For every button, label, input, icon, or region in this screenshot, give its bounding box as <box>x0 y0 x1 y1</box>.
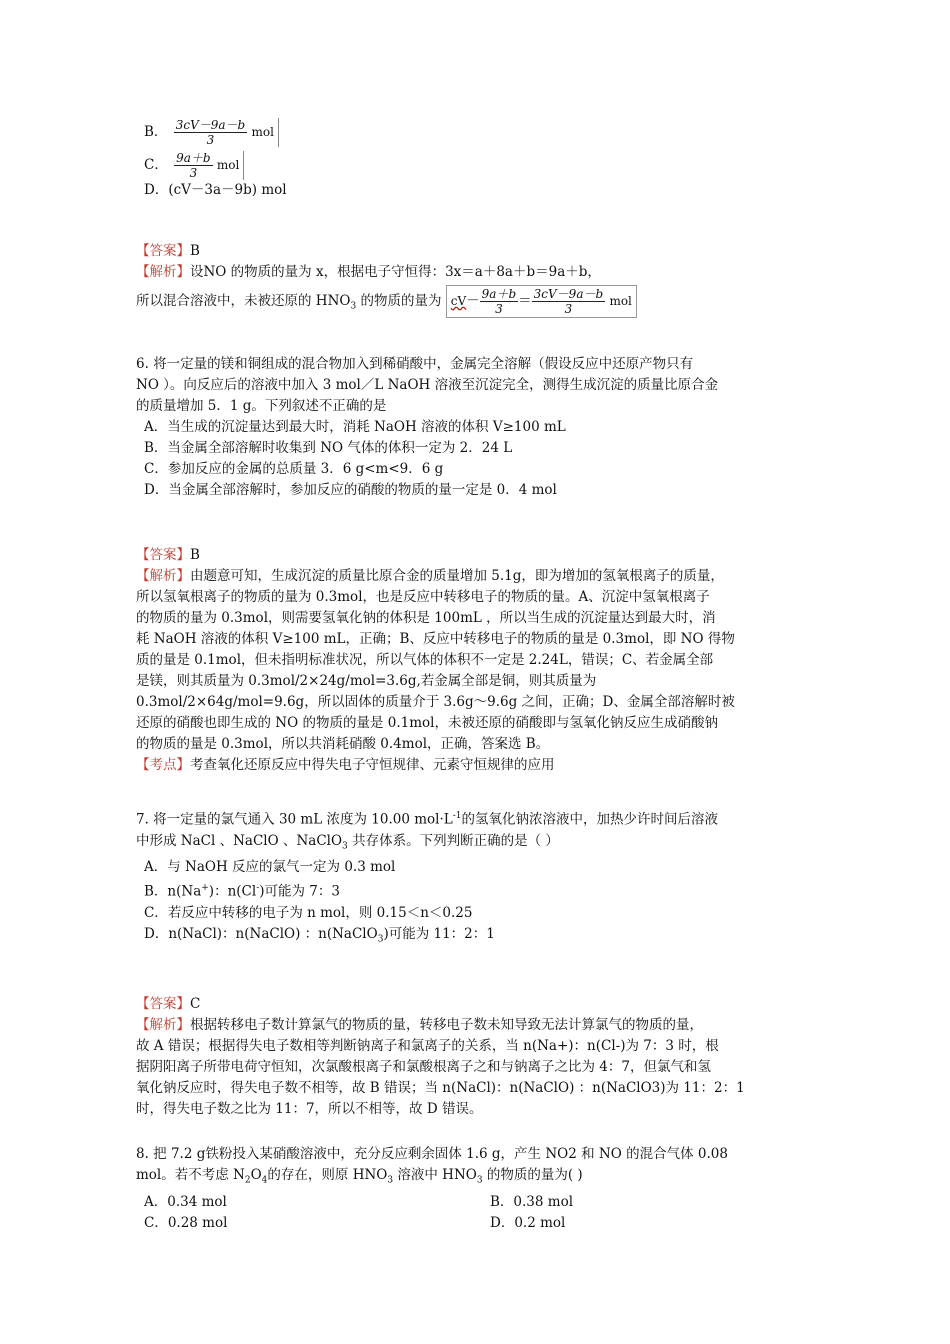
q5-analysis-line <box>136 262 836 283</box>
answer-tag: 【答案】 <box>136 996 190 1013</box>
option-label: C． <box>144 157 168 173</box>
fraction <box>174 151 212 180</box>
q7-option-b <box>136 878 836 903</box>
document-page <box>136 118 836 1234</box>
option-text: )可能为 7：3 <box>259 883 340 900</box>
option-text: B．n(Na <box>144 883 202 900</box>
fraction <box>174 118 248 147</box>
q6-point <box>136 755 836 776</box>
formula-image <box>172 118 279 147</box>
stem-text: mol。若不考虑 N <box>136 1167 245 1184</box>
q8-stem <box>136 1165 836 1192</box>
q8-options-row <box>136 1213 836 1234</box>
q5-option-c <box>136 151 836 180</box>
q5-answer <box>136 241 836 262</box>
option-text: )可能为 11：2：1 <box>383 925 495 942</box>
stem-text: 的存在，则原 HNO <box>267 1167 388 1184</box>
q7-option-c: C．若反应中转移的电子为 n mol，则 0.15＜n＜0.25 <box>144 904 473 921</box>
point-text: 考查氧化还原反应中得失电子守恒规律、元素守恒规律的应用 <box>190 757 555 773</box>
analysis-text: 由题意可知，生成沉淀的质量比原合金的质量增加 5.1g，即为增加的氢氧根离子的质量， <box>190 568 724 584</box>
numerator: 3cV－9a－b <box>175 118 246 132</box>
stem-text: 的氢氧化钠浓溶液中，加热少许时间后溶液 <box>461 811 719 828</box>
q6-stem: 6. 将一定量的镁和铜组成的混合物加入到稀硝酸中，金属完全溶解（假设反应中还原产物只有 <box>136 356 694 372</box>
q7-stem <box>136 831 836 858</box>
q6-analysis-line: 的物质的量为 0.3mol，则需要氢氧化钠的体积是 100mL ，所以当生成的沉淀量达到最大时，消 <box>136 610 716 626</box>
q6-stem: 的质量增加 5．1 g。下列叙述不正确的是 <box>136 398 387 414</box>
q7-option-d <box>136 924 836 951</box>
superscript: -1 <box>452 811 462 821</box>
numerator: 3cV－9a－b <box>533 287 604 301</box>
q6-option-c: C．参加反应的金属的总质量 3．6 g<m<9．6 g <box>144 461 444 477</box>
q6-option-a: A．当生成的沉淀量达到最大时，消耗 NaOH 溶液的体积 V≥100 mL <box>144 419 566 435</box>
point-tag: 【考点】 <box>136 757 190 773</box>
q7-answer <box>136 994 836 1015</box>
denominator: 3 <box>189 166 198 180</box>
q6-analysis-line: 0.3mol/2×64g/mol=9.6g，所以固体的质量介于 3.6g～9.6g 之间，正确；D、金属全部溶解时被 <box>136 694 735 710</box>
subscript: 4 <box>261 1176 268 1187</box>
q8-options-row <box>136 1192 836 1213</box>
answer-value: B <box>190 547 200 563</box>
q5-analysis-line: 所以混合溶液中，未被还原的 $HNO_3$ 的物质的量为 cV－ $\frac{9a+b}{3}$ ＝ $\frac{3cV-9a-b}{3}$ mol <box>136 285 836 318</box>
q7-analysis-line: 时，得失电子数之比为 11：7，所以不相等，故 D 错误。 <box>136 1101 483 1118</box>
fraction <box>480 287 518 316</box>
subscript: 3 <box>387 1176 394 1187</box>
answer-value: B <box>190 243 200 259</box>
q7-analysis-line: 氧化钠反应时，得失电子数不相等，故 B 错误；当 n(NaCl)：n(NaClO) ：n(NaClO3)为 11：2：1 <box>136 1080 745 1097</box>
denominator: 3 <box>495 302 503 316</box>
unit: mol <box>251 125 274 139</box>
stem-text: 溶液中 HNO <box>393 1167 477 1184</box>
analysis-text: 的物质的量为 <box>360 293 442 309</box>
option-label: B． <box>144 124 168 140</box>
q5-option-d: D．(cV－3a－9b) mol <box>144 182 287 198</box>
numerator: 9a＋b <box>481 287 517 301</box>
q7-analysis-line <box>136 1015 836 1036</box>
q6-analysis-line: 质的量是 0.1mol，但未指明标准状况，所以气体的体积不一定是 2.24L，错误；C、若金属全部 <box>136 652 714 668</box>
fraction <box>532 287 606 316</box>
q6-analysis-line: 的物质的量是 0.3mol，所以共消耗硝酸 0.4mol，正确，答案选 B。 <box>136 736 550 752</box>
q7-option-a: A．与 NaOH 反应的氯气一定为 0.3 mol <box>144 859 396 876</box>
stem-text: 共存体系。下列判断正确的是（ ） <box>347 832 559 849</box>
q8-stem: 8. 把 7.2 g铁粉投入某硝酸溶液中，充分反应剩余固体 1.6 g，产生 NO2 和 NO 的混合气体 0.08 <box>136 1146 728 1163</box>
analysis-text: 所以混合溶液中，未被还原的 HNO <box>136 293 351 309</box>
numerator: 9a＋b <box>176 151 211 165</box>
q7-analysis-line: 据阴阳离子所带电荷守恒知，次氯酸根离子和氯酸根离子之和与钠离子之比为 4：7，但氯气和氢 <box>136 1059 711 1076</box>
subscript: 2 <box>244 1176 251 1187</box>
analysis-tag: 【解析】 <box>136 1017 190 1034</box>
subscript: 3 <box>476 1176 483 1187</box>
formula-operator: － <box>466 293 480 309</box>
analysis-text: 根据转移电子数计算氯气的物质的量，转移电子数未知导致无法计算氯气的物质的量， <box>190 1017 703 1034</box>
analysis-tag: 【解析】 <box>136 264 190 280</box>
q6-analysis-line: 耗 NaOH 溶液的体积 V≥100 mL，正确；B、反应中转移电子的物质的量是 0.3mol，即 NO 得物 <box>136 631 735 647</box>
analysis-text: 设NO 的物质的量为 x，根据电子守恒得：3x＝a＋8a＋b＝9a＋b， <box>190 264 601 280</box>
q8-option-c: C．0.28 mol <box>144 1215 228 1232</box>
stem-text: 的物质的量为( ) <box>482 1167 583 1184</box>
answer-tag: 【答案】 <box>136 243 190 259</box>
denominator: 3 <box>564 302 573 316</box>
q8-option-a: A．0.34 mol <box>144 1194 227 1211</box>
analysis-tag: 【解析】 <box>136 568 190 584</box>
q5-option-b <box>136 118 836 147</box>
q7-stem <box>136 806 836 831</box>
q6-analysis-line: 是镁，则其质量为 0.3mol/2×24g/mol=3.6g,若金属全部是铜，则其质量为 <box>136 673 597 689</box>
q6-answer <box>136 545 836 566</box>
q7-analysis-line: 故 A 错误；根据得失电子数相等判断钠离子和氯离子的关系，当 n(Na+)：n(Cl-)为 7：3 时，根 <box>136 1038 719 1055</box>
formula-term: cV <box>450 294 467 308</box>
denominator: 3 <box>206 133 215 147</box>
formula-image <box>446 285 637 318</box>
stem-text: O <box>250 1167 262 1184</box>
unit: mol <box>609 294 632 308</box>
q6-option-d: D．当金属全部溶解时，参加反应的硝酸的物质的量一定是 0．4 mol <box>144 482 557 498</box>
option-text: )：n(Cl <box>208 883 257 900</box>
answer-value: C <box>190 996 201 1013</box>
formula-image <box>172 151 244 180</box>
q6-analysis-line <box>136 566 836 587</box>
q6-option-b: B．当金属全部溶解时收集到 NO 气体的体积一定为 2．24 L <box>144 440 513 456</box>
answer-tag: 【答案】 <box>136 547 190 563</box>
option-text: D．n(NaCl)：n(NaClO) ：n(NaClO <box>144 925 378 942</box>
subscript: 3 <box>377 934 384 945</box>
subscript: 3 <box>342 841 348 852</box>
q6-stem: NO ）。向反应后的溶液中加入 3 mol／L NaOH 溶液至沉淀完全，测得生成沉淀的质量比原合金 <box>136 377 719 393</box>
q8-option-d: D．0.2 mol <box>490 1215 566 1232</box>
superscript: - <box>256 883 260 894</box>
unit: mol <box>216 158 240 172</box>
formula-operator: ＝ <box>518 293 532 309</box>
q6-analysis-line: 还原的硝酸也即生成的 NO 的物质的量是 0.1mol，未被还原的硝酸即与氢氧化钠反应生成硝酸钠 <box>136 715 718 731</box>
stem-text: 中形成 NaCl 、NaClO 、NaClO <box>136 832 343 849</box>
q6-analysis-line: 所以氢氧根离子的物质的量为 0.3mol，也是反应中转移电子的物质的量。A、沉淀中氢氧根离子 <box>136 589 710 605</box>
stem-text: 7. 将一定量的氯气通入 30 mL 浓度为 10.00 mol·L <box>136 811 453 828</box>
superscript: + <box>201 883 209 894</box>
q8-option-b: B．0.38 mol <box>490 1194 574 1211</box>
